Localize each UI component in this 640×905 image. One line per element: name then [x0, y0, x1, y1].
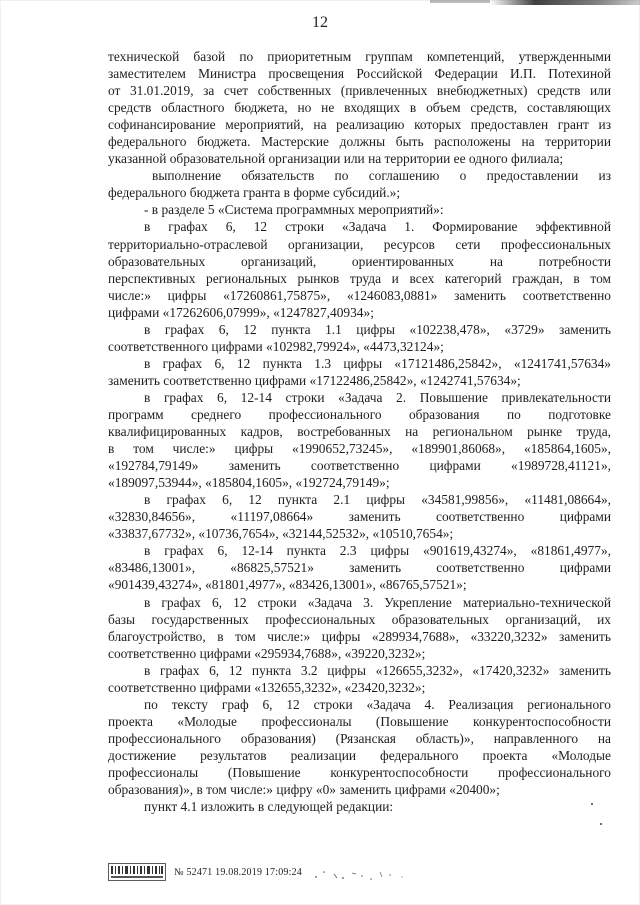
text-line: от 31.01.2019, за счет собственных (привлеченных внебюджетных) средств или: [108, 83, 611, 99]
scan-artifact-streak-faint: [430, 0, 490, 3]
text-line: пункт 4.1 изложить в следующей редакции:: [144, 799, 394, 815]
text-line: в графах 6, 12 пункта 3.2 цифры «126655,3232», «17420,3232» заменить: [144, 662, 611, 678]
text-line: благоустройство, в том числе:» цифры «289934,7688», «33220,3232» заменить: [108, 628, 611, 644]
text-line: «33837,67732», «10736,7654», «32144,52532», «10510,7654»;: [108, 526, 454, 542]
text-line: в графах 6, 12 строки «Задача 1. Формирование эффективной: [144, 219, 611, 235]
text-line: «32830,84656», «11197,08664» заменить соответственно цифрами: [108, 509, 611, 525]
text-line: в графах 6, 12 пункта 1.1 цифры «102238,478», «3729» заменить: [144, 321, 611, 337]
scan-noise-marks: [310, 868, 410, 882]
text-line: в графах 6, 12 пункта 2.1 цифры «34581,99856», «11481,08664»,: [144, 492, 611, 508]
text-line: софинансирование мероприятий, на реализацию которых предоставлен грант из: [108, 117, 611, 133]
text-line: - в разделе 5 «Система программных мероприятий»:: [144, 202, 444, 218]
text-line: указанной образовательной организации или на территории ее одного филиала;: [108, 151, 564, 167]
text-line: территориально-отраслевой организации, ресурсов сети профессиональных: [108, 236, 611, 252]
text-line: «901439,43274», «81801,4977», «83426,13001», «86765,57521»;: [108, 577, 467, 593]
text-line: по тексту граф 6, 12 строки «Задача 4. Реализация регионального: [144, 696, 611, 712]
text-line: программ среднего профессионального образования по подготовке: [108, 406, 611, 422]
text-line: федерального бюджета гранта в форме субсидий.»;: [108, 185, 401, 201]
text-line: перспективных региональных рынков труда и всех категорий граждан, в том: [108, 270, 611, 286]
text-line: соответственно цифрами «295934,7688», «39220,3232»;: [108, 645, 426, 661]
barcode-stamp-icon: [108, 863, 166, 881]
text-line: соответственного цифрами «102982,79924», «4473,32124»;: [108, 338, 444, 354]
text-line: «192784,79149» заменить соответственно цифрами «1989728,41121»,: [108, 458, 611, 474]
text-line: в графах 6, 12-14 пункта 2.3 цифры «901619,43274», «81861,4977»,: [144, 543, 611, 559]
text-line: квалифицированных кадров, востребованных на региональном рынке труда,: [108, 424, 611, 440]
registration-number: № 52471 19.08.2019 17:09:24: [174, 866, 302, 878]
text-line: заместителем Министра просвещения Российской Федерации И.П. Потехиной: [108, 66, 611, 82]
text-line: образовательных организаций, ориентированных на потребности: [108, 253, 611, 269]
text-line: профессионалы (Повышение конкурентоспособности профессионального: [108, 764, 611, 780]
text-line: профессионального образования) (Рязанская область)», направленного на: [108, 730, 611, 746]
text-line: в графах 6, 12-14 строки «Задача 2. Повышение привлекательности: [144, 389, 611, 405]
scan-speck: [600, 823, 602, 825]
text-line: выполнение обязательств по соглашению о предоставлении из: [152, 168, 611, 184]
document-body: [108, 48, 611, 815]
text-line: «83486,13001», «86825,57521» заменить соответственно цифрами: [108, 560, 611, 576]
text-line: «189097,53944», «185804,1605», «192724,79149»;: [108, 475, 390, 491]
text-line: в графах 6, 12 строки «Задача 3. Укрепление материально-технической: [144, 594, 611, 610]
text-line: технической базой по приоритетным группам компетенций, утвержденными: [108, 49, 611, 64]
text-line: средств областного бюджета, но не входящих в объем средств, составляющих: [108, 100, 611, 116]
scan-artifact-streak: [490, 0, 640, 5]
text-line: образования)», в том числе:» цифру «0» заменить цифрами «20400»;: [108, 782, 500, 798]
text-line: в том числе:» цифры «1990652,73245», «189901,86068», «185864,1605»,: [108, 441, 611, 457]
text-line: соответственно цифрами «132655,3232», «23420,3232»;: [108, 679, 426, 695]
scan-speck: [591, 803, 593, 805]
text-line: достижение результатов реализации федерального проекта «Молодые: [108, 747, 611, 763]
text-line: заменить соответственно цифрами «17122486,25842», «1242741,57634»;: [108, 372, 521, 388]
text-line: цифрами «17262606,07999», «1247827,40934»;: [108, 304, 374, 320]
page-number: 12: [312, 14, 328, 31]
text-line: проекта «Молодые профессионалы (Повышение конкурентоспособности: [108, 713, 611, 729]
text-line: числе:» цифры «17260861,75875», «1246083,0881» заменить соответственно: [108, 287, 611, 303]
registration-footer: [108, 862, 302, 882]
text-line: базы государственных профессиональных образовательных организаций, их: [108, 611, 611, 627]
text-line: в графах 6, 12 пункта 1.3 цифры «17121486,25842», «1241741,57634»: [144, 355, 611, 371]
text-line: федерального бюджета. Мастерские должны быть расположены на территории: [108, 134, 611, 150]
